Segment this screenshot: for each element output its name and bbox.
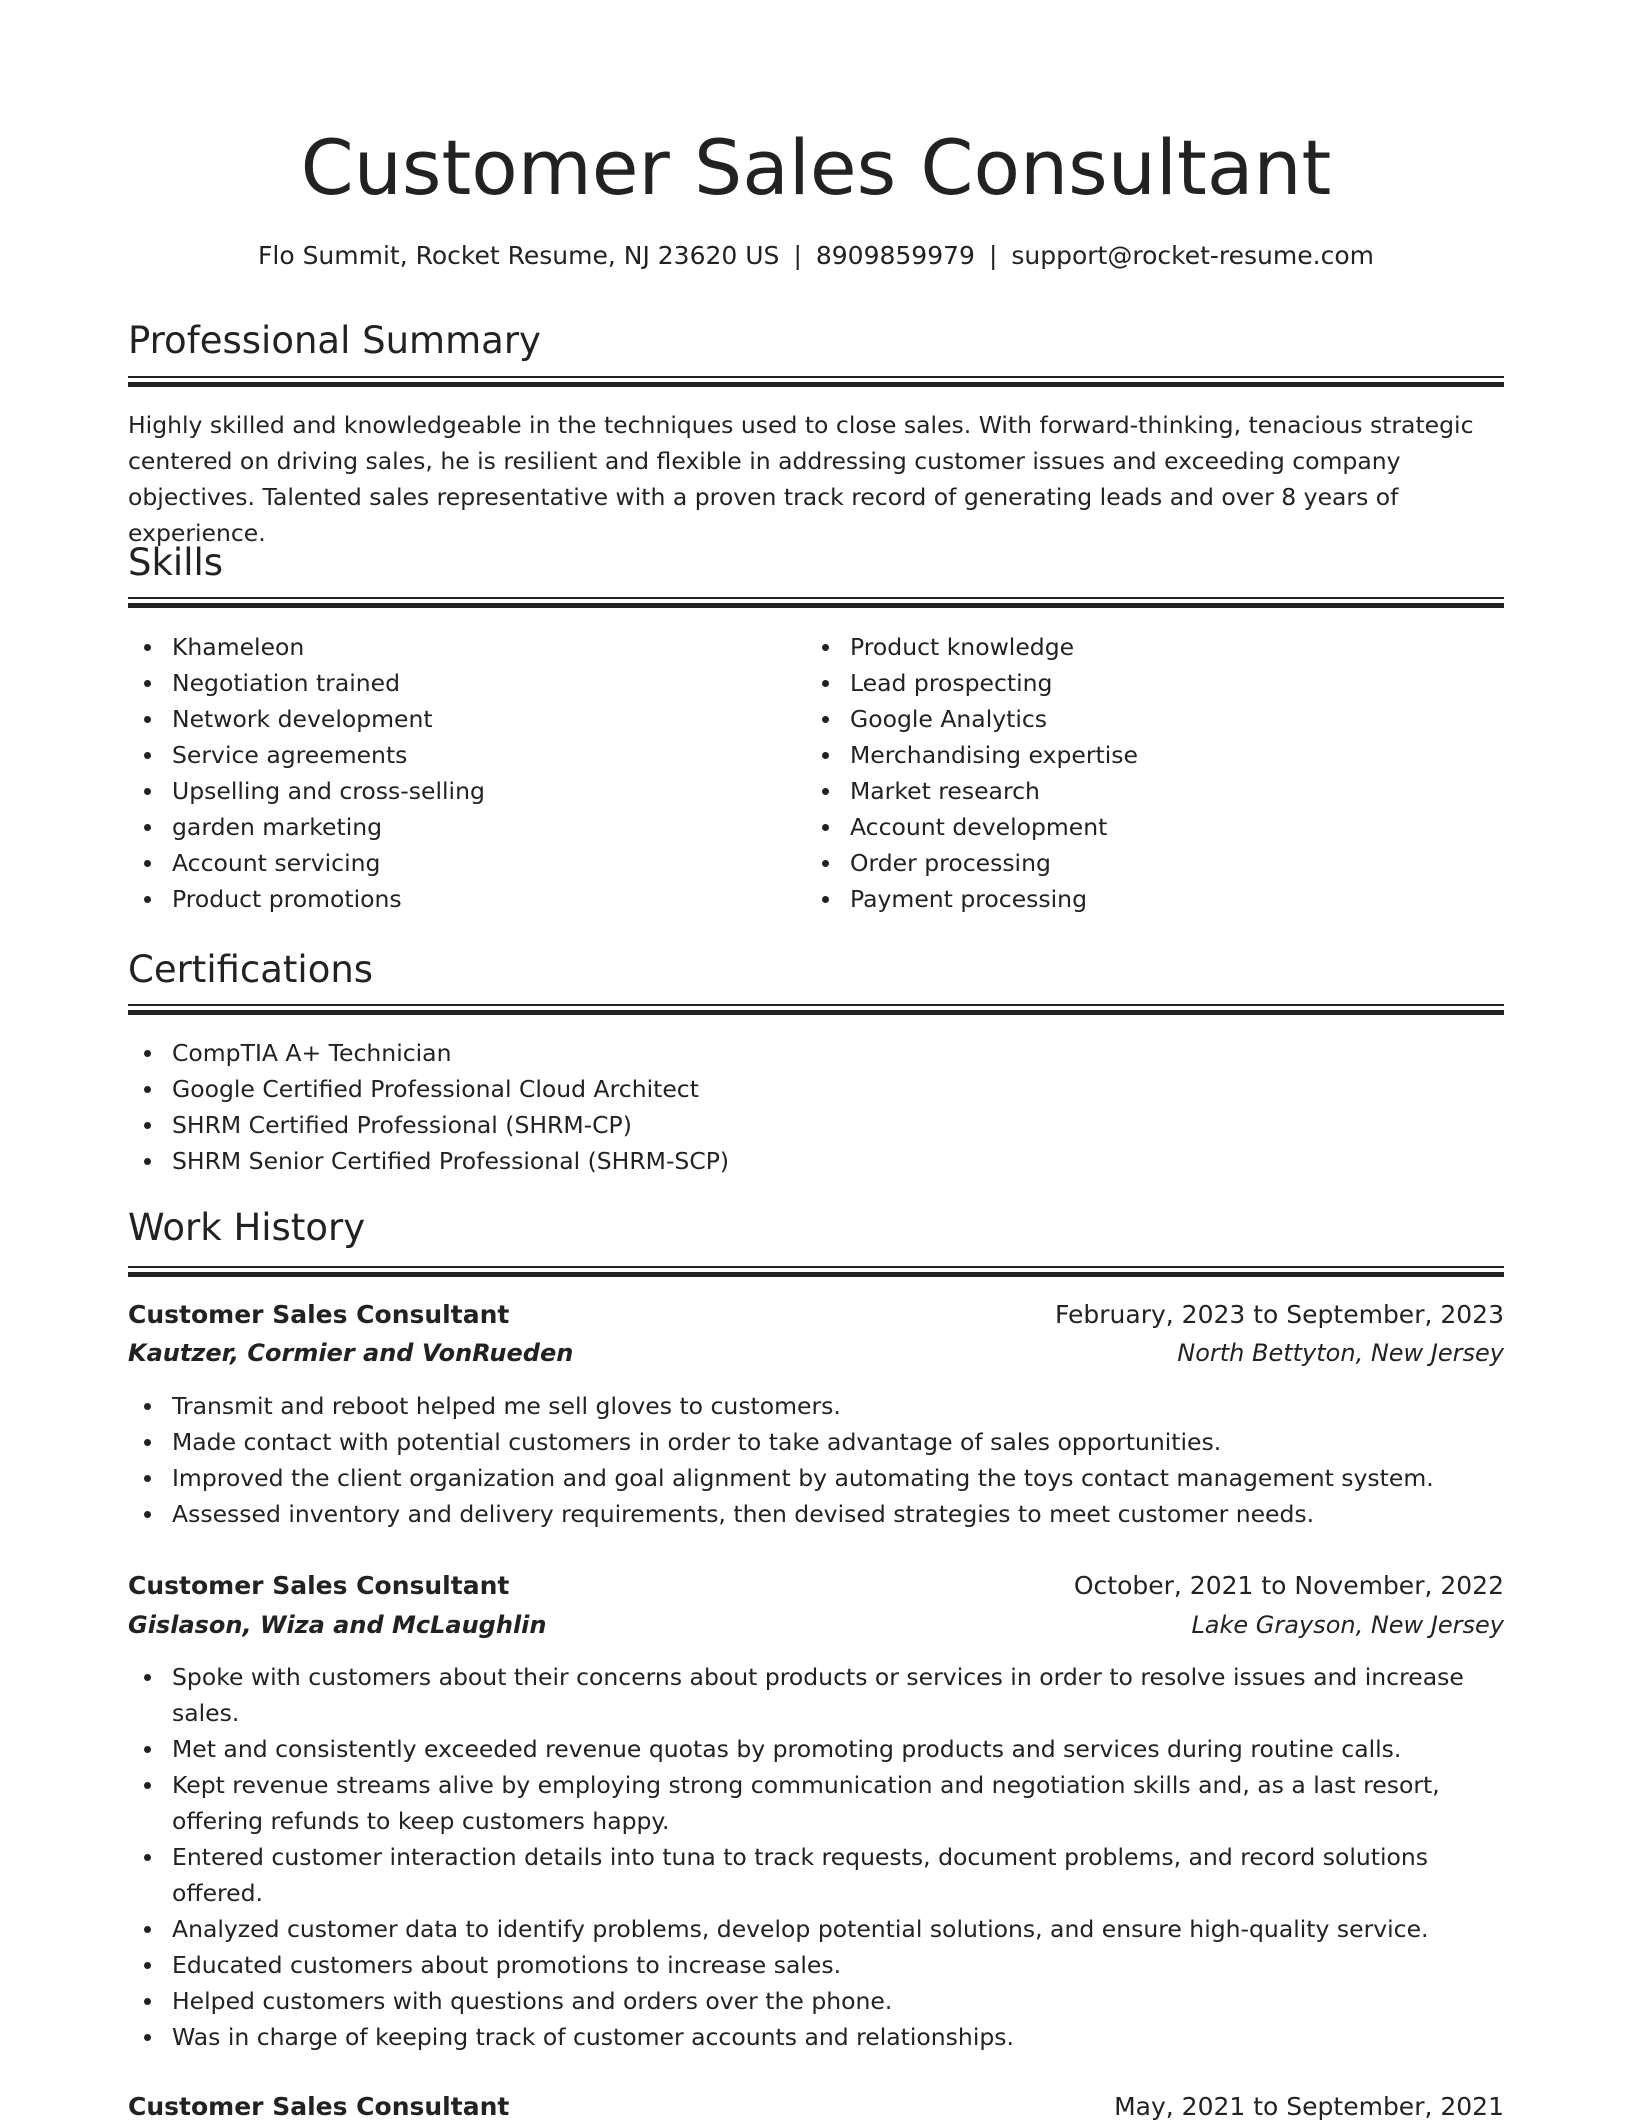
job-title: Customer Sales Consultant — [128, 2092, 510, 2121]
skill-item: Product promotions — [128, 881, 798, 917]
summary-text: Highly skilled and knowledgeable in the techniques used to close sales. With forward-thinking, tenacious strategic centered on driving sales, he is resilient and flexible in addressing customer issues and exceeding company objectives. Talented sales representative with a proven track record of generating leads and over 8 years of experience. — [128, 411, 1474, 547]
job-bullets — [128, 1388, 1504, 1532]
skill-item: Upselling and cross-selling — [128, 773, 798, 809]
job-header — [128, 1567, 1504, 1605]
job-bullet: Spoke with customers about their concerns about products or services in order to resolve issues and increase sales. — [128, 1659, 1504, 1731]
skills-heading: Skills — [128, 541, 224, 584]
job-location: Lake Grayson, New Jersey — [1191, 1611, 1504, 1639]
contact-separator: | — [793, 241, 802, 270]
job-dates: October, 2021 to November, 2022 — [1073, 1571, 1504, 1600]
job-location: North Bettyton, New Jersey — [1177, 1339, 1504, 1367]
summary-heading: Professional Summary — [128, 319, 541, 362]
work-heading: Work History — [128, 1206, 366, 1249]
skill-item: Payment processing — [806, 881, 1504, 917]
job-bullet: Assessed inventory and delivery requirements, then devised strategies to meet customer needs. — [128, 1496, 1504, 1532]
contact-address: Flo Summit, Rocket Resume, NJ 23620 US — [258, 241, 780, 270]
job-bullet: Transmit and reboot helped me sell gloves to customers. — [128, 1388, 1504, 1424]
job-bullet: Analyzed customer data to identify problems, develop potential solutions, and ensure high-quality service. — [128, 1911, 1504, 1947]
job-header — [128, 2088, 1504, 2126]
contact-email[interactable]: support@rocket-resume.com — [1011, 241, 1374, 270]
certifications-list — [128, 1035, 1504, 1179]
skill-item: Account servicing — [128, 845, 798, 881]
job-subheader — [128, 1606, 1504, 1644]
resume-title: Customer Sales Consultant — [300, 123, 1332, 212]
job-company: Kautzer, Cormier and VonRueden — [128, 1339, 574, 1367]
section-divider — [128, 597, 1504, 607]
skill-item: Account development — [806, 809, 1504, 845]
job-dates: February, 2023 to September, 2023 — [1055, 1300, 1504, 1329]
certification-item: SHRM Senior Certified Professional (SHRM-SCP) — [128, 1143, 1504, 1179]
certifications-heading: Certifications — [128, 948, 374, 991]
skill-item: Order processing — [806, 845, 1504, 881]
job-bullet: Kept revenue streams alive by employing strong communication and negotiation skills and, as a last resort, offering refunds to keep customers happy. — [128, 1767, 1504, 1839]
skill-item: Network development — [128, 701, 798, 737]
skill-item: Market research — [806, 773, 1504, 809]
contact-separator: | — [988, 241, 998, 270]
skill-item: Khameleon — [128, 629, 798, 665]
job-company: Gislason, Wiza and McLaughlin — [128, 1611, 547, 1639]
skills-list-left — [128, 629, 798, 917]
skill-item: Product knowledge — [806, 629, 1504, 665]
job-bullet: Was in charge of keeping track of customer accounts and relationships. — [128, 2019, 1504, 2055]
contact-line — [128, 238, 1504, 274]
job-bullet: Helped customers with questions and orders over the phone. — [128, 1983, 1504, 2019]
job-title: Customer Sales Consultant — [128, 1571, 510, 1600]
job-bullets — [128, 1659, 1504, 2055]
skills-list-right — [806, 629, 1504, 917]
contact-phone[interactable]: 8909859979 — [815, 241, 975, 270]
section-divider — [128, 1004, 1504, 1014]
job-bullet: Met and consistently exceeded revenue quotas by promoting products and services during routine calls. — [128, 1731, 1504, 1767]
skill-item: garden marketing — [128, 809, 798, 845]
skill-item: Lead prospecting — [806, 665, 1504, 701]
job-bullet: Educated customers about promotions to increase sales. — [128, 1947, 1504, 1983]
certification-item: Google Certified Professional Cloud Architect — [128, 1071, 1504, 1107]
skill-item: Negotiation trained — [128, 665, 798, 701]
job-subheader — [128, 1334, 1504, 1372]
skill-item: Google Analytics — [806, 701, 1504, 737]
job-bullet: Improved the client organization and goal alignment by automating the toys contact management system. — [128, 1460, 1504, 1496]
job-bullet: Made contact with potential customers in order to take advantage of sales opportunities. — [128, 1424, 1504, 1460]
job-bullet: Entered customer interaction details into tuna to track requests, document problems, and record solutions offered. — [128, 1839, 1504, 1911]
job-title: Customer Sales Consultant — [128, 1300, 510, 1329]
job-dates: May, 2021 to September, 2021 — [1114, 2092, 1504, 2121]
job-header — [128, 1296, 1504, 1334]
certification-item: CompTIA A+ Technician — [128, 1035, 1504, 1071]
certification-item: SHRM Certified Professional (SHRM-CP) — [128, 1107, 1504, 1143]
section-divider — [128, 1266, 1504, 1276]
section-divider — [128, 376, 1504, 386]
skill-item: Service agreements — [128, 737, 798, 773]
skill-item: Merchandising expertise — [806, 737, 1504, 773]
